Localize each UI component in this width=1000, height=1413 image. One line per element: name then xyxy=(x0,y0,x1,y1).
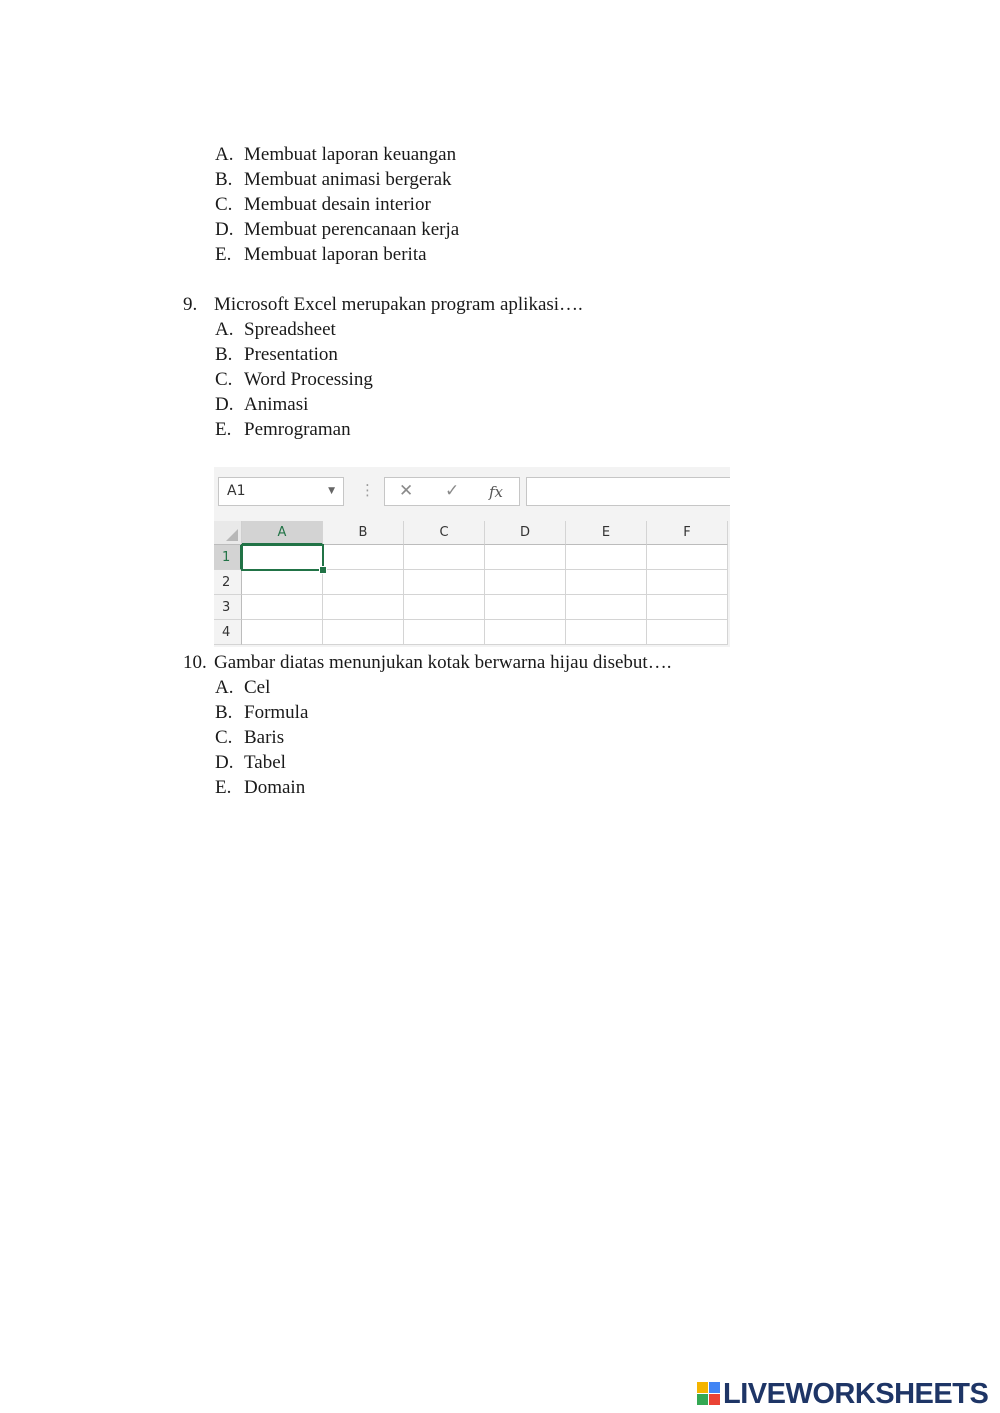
cancel-icon: ✕ xyxy=(399,481,414,501)
q9-options xyxy=(215,317,373,442)
cell-f1[interactable] xyxy=(647,545,728,570)
cell-e2[interactable] xyxy=(566,570,647,595)
q10-number: 10. xyxy=(183,652,207,673)
q10-option-c[interactable]: C. Baris xyxy=(215,727,285,748)
logo-tile xyxy=(709,1382,720,1393)
q8-option-a[interactable]: A. Membuat laporan keuangan xyxy=(215,144,457,165)
q10-option-d[interactable]: D. Tabel xyxy=(215,752,286,773)
vertical-dots-icon: ⋮ xyxy=(360,481,375,499)
q10-option-e[interactable]: E. Domain xyxy=(215,777,306,798)
cell-a2[interactable] xyxy=(242,570,323,595)
cell-b1[interactable] xyxy=(323,545,404,570)
q10-option-a[interactable]: A. Cel xyxy=(215,677,271,698)
q10-text: Gambar diatas menunjukan kotak berwarna hijau disebut…. xyxy=(214,652,672,673)
cell-b3[interactable] xyxy=(323,595,404,620)
cell-c3[interactable] xyxy=(404,595,485,620)
q8-option-c[interactable]: C. Membuat desain interior xyxy=(215,194,431,215)
cell-d3[interactable] xyxy=(485,595,566,620)
q8-option-b[interactable]: B. Membuat animasi bergerak xyxy=(215,169,452,190)
cell-e3[interactable] xyxy=(566,595,647,620)
row-header-1: 1 xyxy=(214,545,242,570)
q9-option-a[interactable]: A. Spreadsheet xyxy=(215,319,336,340)
cell-c4[interactable] xyxy=(404,620,485,645)
cell-d1[interactable] xyxy=(485,545,566,570)
cell-f2[interactable] xyxy=(647,570,728,595)
dropdown-arrow-icon: ▼ xyxy=(328,486,335,496)
cell-e4[interactable] xyxy=(566,620,647,645)
q9-option-c[interactable]: C. Word Processing xyxy=(215,369,373,390)
cell-c1[interactable] xyxy=(404,545,485,570)
q9-option-b[interactable]: B. Presentation xyxy=(215,344,338,365)
q9-stem xyxy=(183,292,583,317)
q9-number: 9. xyxy=(183,294,198,315)
column-header-c: C xyxy=(404,521,485,545)
active-cell-a1 xyxy=(241,544,324,571)
q10-options xyxy=(215,675,308,800)
column-header-f: F xyxy=(647,521,728,545)
q9-option-e[interactable]: E. Pemrograman xyxy=(215,419,351,440)
cell-c2[interactable] xyxy=(404,570,485,595)
logo-tile xyxy=(697,1394,708,1405)
cell-a4[interactable] xyxy=(242,620,323,645)
q8-option-e[interactable]: E. Membuat laporan berita xyxy=(215,244,427,265)
cell-a3[interactable] xyxy=(242,595,323,620)
cell-f4[interactable] xyxy=(647,620,728,645)
q10-stem xyxy=(183,650,671,675)
select-all-corner xyxy=(214,521,242,545)
name-box: A1 ▼ xyxy=(218,477,344,506)
q8-option-d[interactable]: D. Membuat perencanaan kerja xyxy=(215,219,460,240)
cell-d4[interactable] xyxy=(485,620,566,645)
row-header-3: 3 xyxy=(214,595,242,620)
cell-b4[interactable] xyxy=(323,620,404,645)
q10-option-b[interactable]: B. Formula xyxy=(215,702,309,723)
row-header-4: 4 xyxy=(214,620,242,645)
cell-f3[interactable] xyxy=(647,595,728,620)
fx-icon: fx xyxy=(489,483,504,501)
q9-text: Microsoft Excel merupakan program aplikasi…. xyxy=(214,294,583,315)
column-header-d: D xyxy=(485,521,566,545)
q9-option-d[interactable]: D. Animasi xyxy=(215,394,309,415)
cell-e1[interactable] xyxy=(566,545,647,570)
cell-b2[interactable] xyxy=(323,570,404,595)
cell-d2[interactable] xyxy=(485,570,566,595)
logo-text: LIVEWORKSHEETS xyxy=(723,1378,989,1410)
formula-buttons xyxy=(384,477,520,506)
column-header-b: B xyxy=(323,521,404,545)
q8-options xyxy=(215,142,459,267)
excel-screenshot xyxy=(214,467,730,647)
column-header-e: E xyxy=(566,521,647,545)
logo-tiles-icon xyxy=(697,1382,721,1406)
formula-bar xyxy=(526,477,730,506)
enter-icon: ✓ xyxy=(445,481,460,501)
column-header-a: A xyxy=(242,521,323,545)
row-header-2: 2 xyxy=(214,570,242,595)
logo-tile xyxy=(697,1382,708,1393)
logo-tile xyxy=(709,1394,720,1405)
